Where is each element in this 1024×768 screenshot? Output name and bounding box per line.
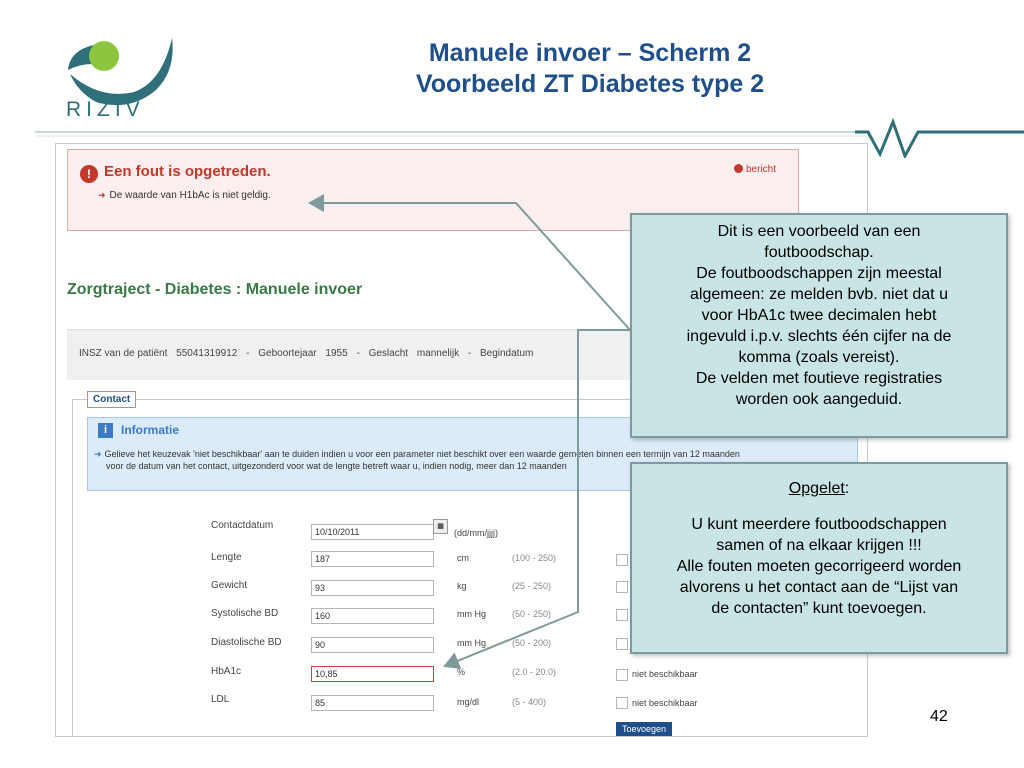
not-available-checkbox[interactable]: [616, 609, 628, 621]
separator: -: [246, 348, 250, 359]
ldl-input[interactable]: 85: [311, 695, 434, 711]
separator: -: [356, 348, 360, 359]
callout-line: ingevuld i.p.v. slechts één cijfer na de: [686, 328, 952, 345]
callout-line: voor HbA1c twee decimalen hebt: [701, 307, 937, 324]
error-message: [98, 190, 271, 201]
field-label: LDL: [211, 694, 230, 705]
info-title: Informatie: [121, 423, 180, 437]
birth-year-label: Geboortejaar: [258, 348, 317, 359]
sex-value: mannelijk: [416, 348, 460, 359]
hba1c-input[interactable]: 10,85: [311, 666, 434, 682]
sex-label: Geslacht: [368, 348, 409, 359]
callout-line: samen of na elkaar krijgen !!!: [716, 537, 922, 554]
add-button[interactable]: Toevoegen: [616, 722, 672, 736]
arrow-right-icon: ➜: [94, 449, 102, 459]
field-unit: kg: [457, 581, 467, 591]
callout-line: algemeen: ze melden bvb. niet dat u: [690, 286, 948, 303]
callout-line: Dit is een voorbeeld van een: [717, 223, 921, 240]
callout-error-example: [630, 213, 1008, 438]
field-unit: mm Hg: [457, 638, 486, 648]
callout-line: Alle fouten moeten gecorrigeerd worden: [676, 558, 962, 575]
info-icon: i: [98, 423, 113, 438]
field-range: (50 - 200): [512, 638, 552, 648]
not-available-checkbox[interactable]: [616, 697, 628, 709]
callout-warning: [630, 462, 1008, 654]
info-line-1: Gelieve het keuzevak 'niet beschikbaar' aan te duiden indien u voor een parameter niet beschikt over een waarde gemeten binnen een termijn van 12 maanden: [104, 449, 740, 459]
error-title: Een fout is opgetreden.: [104, 163, 271, 180]
callout-line: De foutboodschappen zijn meestal: [696, 265, 942, 282]
not-available-checkbox[interactable]: [616, 581, 628, 593]
start-date-label: Begindatum: [479, 348, 534, 359]
field-range: (5 - 400): [512, 697, 547, 707]
page-number: 42: [930, 708, 948, 725]
not-available-label: niet beschikbaar: [632, 669, 698, 679]
callout-line: U kunt meerdere foutboodschappen: [691, 516, 947, 533]
slide-title-line-2: Voorbeeld ZT Diabetes type 2: [415, 70, 765, 98]
logo-text: RIZIV: [66, 98, 145, 121]
field-label: Diastolische BD: [211, 637, 282, 648]
info-text-line-1: [94, 448, 834, 460]
field-range: (25 - 250): [512, 581, 552, 591]
systolic-input[interactable]: 160: [311, 608, 434, 624]
callout-heading-suffix: :: [844, 480, 850, 497]
field-label: Systolische BD: [211, 608, 279, 619]
page-heading: Zorgtraject - Diabetes : Manuele invoer: [67, 281, 363, 298]
separator: -: [467, 348, 472, 359]
patient-info-line: [79, 348, 539, 359]
field-range: (50 - 250): [512, 609, 552, 619]
slide-title-line-1: Manuele invoer – Scherm 2: [428, 39, 752, 67]
field-unit: mm Hg: [457, 609, 486, 619]
date-format-hint: (dd/mm/jjjj): [454, 528, 498, 538]
slide-title: [300, 38, 880, 100]
weight-input[interactable]: 93: [311, 580, 434, 596]
callout-line: foutboodschap.: [764, 244, 874, 261]
field-label: Gewicht: [211, 580, 248, 591]
field-label: Lengte: [211, 552, 242, 563]
callout-line: de contacten” kunt toevoegen.: [711, 600, 927, 617]
field-unit: mg/dl: [457, 697, 480, 707]
field-range: (2.0 - 20.0): [512, 667, 557, 677]
arrow-right-icon: ➜: [98, 190, 106, 200]
insz-label: INSZ van de patiënt: [79, 348, 168, 359]
not-available-label: niet beschikbaar: [632, 698, 698, 708]
not-available-checkbox[interactable]: [616, 638, 628, 650]
length-input[interactable]: 187: [311, 551, 434, 567]
not-available-checkbox[interactable]: [616, 669, 628, 681]
diastolic-input[interactable]: 90: [311, 637, 434, 653]
bericht-label: bericht: [746, 164, 777, 175]
contact-date-input[interactable]: 10/10/2011: [311, 524, 434, 540]
bericht-link[interactable]: [734, 164, 776, 175]
callout-heading-text: Opgelet: [788, 480, 845, 497]
field-unit: cm: [457, 553, 469, 563]
callout-line: komma (zoals vereist).: [738, 349, 900, 366]
not-available-checkbox[interactable]: [616, 554, 628, 566]
error-icon: !: [80, 165, 98, 183]
field-label: HbA1c: [211, 666, 242, 677]
calendar-icon[interactable]: ▦: [433, 519, 448, 534]
minus-circle-icon: [734, 164, 743, 173]
callout-line: alvorens u het contact aan de “Lijst van: [679, 579, 959, 596]
callout-line: worden ook aangeduid.: [735, 391, 903, 408]
tab-contact[interactable]: Contact: [87, 391, 136, 408]
insz-value: 55041319912: [176, 348, 238, 359]
info-text-line-2: voor de datum van het contact, uitgezonderd voor wat de lengte betreft waar u, indien nodig, meer dan 12 maanden: [106, 461, 567, 471]
error-message-text: De waarde van H1bAc is niet geldig.: [109, 190, 271, 201]
callout-heading: [640, 478, 998, 499]
field-unit: %: [457, 667, 466, 677]
birth-year-value: 1955: [325, 348, 348, 359]
callout-line: De velden met foutieve registraties: [695, 370, 943, 387]
contact-date-label: Contactdatum: [211, 520, 274, 531]
field-range: (100 - 250): [512, 553, 557, 563]
